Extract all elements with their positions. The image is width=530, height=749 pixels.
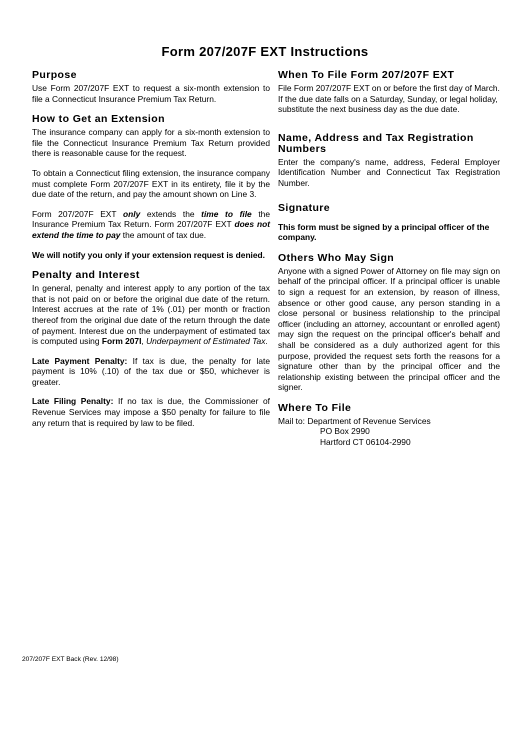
address-block xyxy=(278,426,500,447)
name-heading: Name, Address and Tax Registration Numbers xyxy=(278,131,474,155)
address-line-2: PO Box 2990 xyxy=(320,426,370,437)
how-to-paragraph-3 xyxy=(32,209,270,241)
how-to-heading: How to Get an Extension xyxy=(32,113,165,126)
left-column xyxy=(32,70,270,438)
form-revision-footer: 207/207F EXT Back (Rev. 12/98) xyxy=(22,656,119,663)
late-payment-paragraph xyxy=(32,356,270,388)
late-filing-label: Late Filing Penalty: xyxy=(32,396,114,407)
how-to-p3-only: only xyxy=(123,208,141,219)
how-to-p3-g: the amount of tax due. xyxy=(120,229,207,240)
penalty-p1-e: . xyxy=(265,336,268,347)
where-section xyxy=(278,403,500,448)
purpose-heading: Purpose xyxy=(32,69,77,81)
how-to-p3-time-to-file: time to file xyxy=(201,208,252,219)
how-to-section xyxy=(32,114,270,260)
how-to-paragraph-1: The insurance company can apply for a six-month extension to file the Connecticut Insurance Premium Tax Return provided there is reasonable cause for the request. xyxy=(32,127,270,159)
mail-to-label: Mail to: xyxy=(278,415,305,426)
late-payment-label: Late Payment Penalty: xyxy=(32,355,128,366)
when-heading: When To File Form 207/207F EXT xyxy=(278,69,455,81)
penalty-paragraph-1 xyxy=(32,283,270,347)
penalty-heading: Penalty and Interest xyxy=(32,269,140,282)
address-line-3: Hartford CT 06104-2990 xyxy=(320,437,411,448)
signature-text xyxy=(278,222,500,243)
denial-notice: We will notify you only if your extension request is denied. xyxy=(32,249,265,260)
late-payment-text: If tax is due, the penalty for late payment is 10% (.10) of the tax due or $50, whichever is greater. xyxy=(32,355,270,387)
page-title: Form 207/207F EXT Instructions xyxy=(161,44,369,59)
how-to-p3-c: extends the xyxy=(140,208,202,219)
when-text: File Form 207/207F EXT on or before the first day of March. If the due date falls on a Saturday, Sunday, or legal holiday, substitute the next business day as the due date. xyxy=(278,83,500,115)
how-to-p3-does-not-extend: does not extend the time to pay xyxy=(32,219,270,240)
how-to-p3-e: the Insurance Premium Tax Return. Form 207/207F EXT xyxy=(32,208,270,230)
purpose-section xyxy=(32,70,270,104)
penalty-p1-form: Form 207I xyxy=(101,336,142,347)
how-to-p3-a: Form 207/207F EXT xyxy=(32,208,124,219)
name-section xyxy=(278,133,500,189)
right-column xyxy=(278,70,500,458)
penalty-p1-form-title: Underpayment of Estimated Tax xyxy=(146,336,266,347)
penalty-section xyxy=(32,270,270,428)
how-to-paragraph-2: To obtain a Connecticut filing extension, the insurance company must complete Form 207/207F EXT in its entirety, file it by the due date of the return, and pay the amount shown on Line 3. xyxy=(32,167,270,200)
others-text: Anyone with a signed Power of Attorney on file may sign on behalf of the principal officer. If a principal officer is unable to sign a request for an extension, by reason of illness, absence or other good cause, any person standing in a close personal or business relationship to the principal officer (including an attorney, accountant or enrolled agent) may sign the request on the principal officer's behalf and shall be considered as a duly authorized agent for this purpose, provided the request sets forth the reasons for a signature other than by the principal officer and the relationship existing between the principal officer and the signer. xyxy=(278,265,500,393)
signature-section xyxy=(278,203,500,243)
mailing-address xyxy=(278,416,500,448)
name-text: Enter the company's name, address, Federal Employer Identification Number and Connecticut Tax Registration Number. xyxy=(278,156,500,188)
signature-heading: Signature xyxy=(278,201,331,214)
signature-statement: This form must be signed by a principal officer of the company. xyxy=(278,221,490,243)
when-section xyxy=(278,70,500,115)
how-to-paragraph-4 xyxy=(32,250,270,261)
others-heading: Others Who May Sign xyxy=(278,251,395,264)
others-section xyxy=(278,253,500,393)
penalty-p1-a: In general, penalty and interest apply to any portion of the tax that is not paid on or before the original due date of the return. Interest accrues at the rate of 1% (.01) per month or fraction thereof from the original due date of the return through the date of payment. Interest due on the underpayment of estimated tax is computed using xyxy=(32,283,270,347)
late-filing-paragraph xyxy=(32,396,270,428)
where-heading: Where To File xyxy=(278,401,352,414)
address-line-1: Department of Revenue Services xyxy=(307,415,431,426)
late-filing-text: If no tax is due, the Commissioner of Revenue Services may impose a $50 penalty for failure to file any return that is required by law to be filed. xyxy=(32,396,270,428)
penalty-p1-c: , xyxy=(141,336,147,347)
purpose-text: Use Form 207/207F EXT to request a six-month extension to file a Connecticut Insurance Premium Tax Return. xyxy=(32,83,270,104)
